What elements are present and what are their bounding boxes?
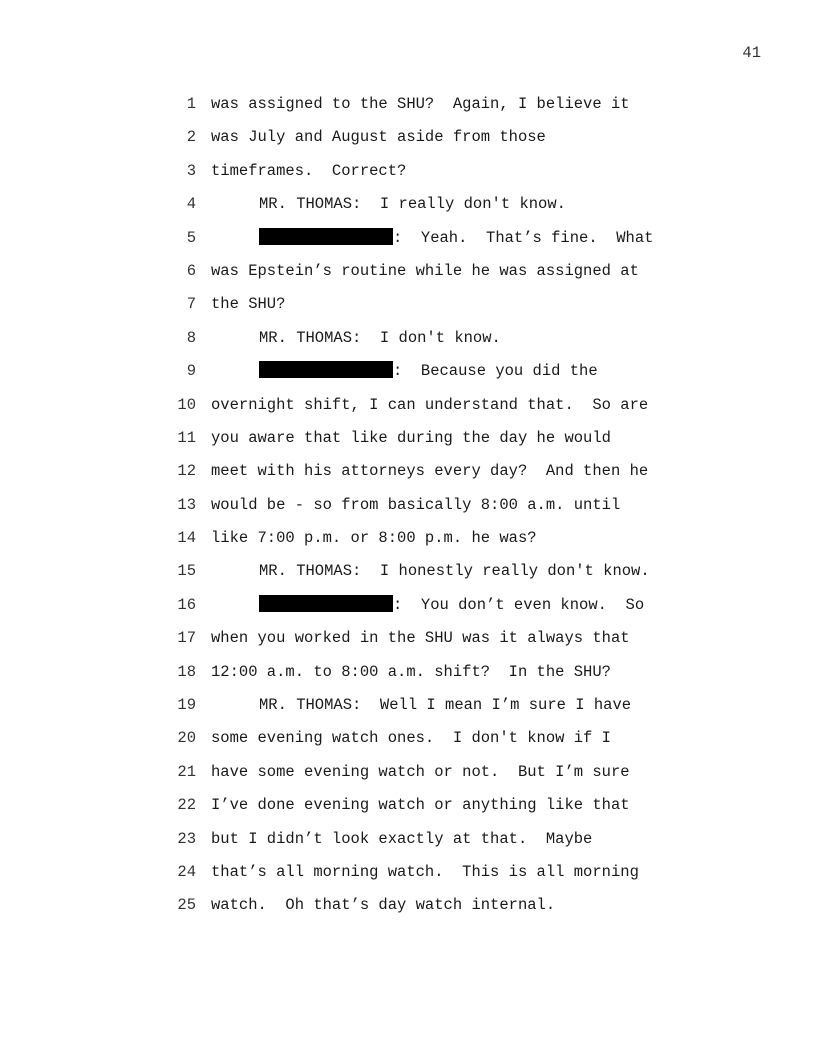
line-number: 17 [177,629,196,648]
line-number: 23 [177,829,196,848]
line-text-content: meet with his attorneys every day? And then he [211,462,649,481]
line-text [211,893,555,917]
line-text-content: you aware that like during the day he would [211,428,611,447]
line-number: 8 [186,328,196,347]
redaction-block [259,595,393,612]
transcript-line [0,593,816,626]
transcript-line [0,493,816,526]
page-number: 41 [742,44,761,62]
line-text [211,726,611,750]
line-number: 4 [186,195,196,214]
redacted-speaker-line [259,359,598,383]
line-text-content: have some evening watch or not. But I’m sure [211,762,630,781]
line-text-content: but I didn’t look exactly at that. Maybe [211,829,593,848]
line-number: 19 [177,696,196,715]
transcript-line [0,393,816,426]
transcript-line [0,693,816,726]
line-text-content: MR. THOMAS: I don't know. [259,328,501,347]
transcript-line [0,192,816,225]
redacted-speaker-line [259,226,653,250]
line-number: 21 [177,762,196,781]
transcript-line [0,660,816,693]
line-text [211,459,648,483]
transcript-line [0,626,816,659]
transcript-line [0,292,816,325]
line-number: 16 [177,595,196,614]
transcript-line [0,92,816,125]
transcript-line [0,226,816,259]
line-number: 7 [186,295,196,314]
line-number: 10 [177,395,196,414]
line-number: 13 [177,495,196,514]
line-text [211,860,639,884]
line-text [211,660,611,684]
line-text [259,693,631,717]
redaction-block [259,361,393,378]
line-number: 25 [177,896,196,915]
line-text [211,760,630,784]
transcript-line [0,559,816,592]
line-number: 2 [186,128,196,147]
line-text-content: that’s all morning watch. This is all morning [211,862,639,881]
line-text [211,125,546,149]
line-text [211,426,611,450]
transcript-line [0,760,816,793]
line-text-content: when you worked in the SHU was it always that [211,629,630,648]
line-text [211,493,620,517]
line-text-content: : Because you did the [393,362,598,381]
line-text-content: watch. Oh that’s day watch internal. [211,896,556,915]
transcript-line [0,359,816,392]
line-text-content: I’ve done evening watch or anything like that [211,796,630,815]
line-text-content: the SHU? [211,295,286,314]
redacted-speaker-line [259,593,644,617]
transcript-line [0,159,816,192]
line-number: 5 [186,228,196,247]
line-number: 11 [177,428,196,447]
redaction-block [259,228,393,245]
transcript-line [0,426,816,459]
line-text-content: like 7:00 p.m. or 8:00 p.m. he was? [211,529,537,548]
line-number: 22 [177,796,196,815]
line-text-content: was July and August aside from those [211,128,546,147]
line-text-content: MR. THOMAS: Well I mean I’m sure I have [259,696,632,715]
line-number: 6 [186,261,196,280]
transcript-line [0,526,816,559]
transcript-body [0,92,816,927]
transcript-line [0,827,816,860]
transcript-line [0,259,816,292]
line-text-content: some evening watch ones. I don't know if I [211,729,611,748]
transcript-line [0,326,816,359]
line-number: 15 [177,562,196,581]
line-text-content: MR. THOMAS: I really don't know. [259,195,566,214]
line-number: 3 [186,161,196,180]
line-number: 14 [177,529,196,548]
line-text-content: was Epstein’s routine while he was assigned at [211,261,639,280]
transcript-line [0,793,816,826]
line-text-content: : Yeah. That’s fine. What [393,228,654,247]
line-text-content: MR. THOMAS: I honestly really don't know. [259,562,650,581]
line-text [211,793,630,817]
line-text [211,292,285,316]
line-text [259,559,650,583]
line-text [211,827,592,851]
transcript-line [0,726,816,759]
line-text [211,159,406,183]
line-number: 9 [186,362,196,381]
line-number: 12 [177,462,196,481]
line-text-content: timeframes. Correct? [211,161,407,180]
transcript-line [0,459,816,492]
transcript-line [0,860,816,893]
line-text [211,92,630,116]
line-text [259,192,566,216]
line-number: 18 [177,662,196,681]
line-number: 20 [177,729,196,748]
transcript-line [0,893,816,926]
line-text-content: was assigned to the SHU? Again, I believe it [211,95,630,113]
line-text-content: 12:00 a.m. to 8:00 a.m. shift? In the SHU? [211,662,611,681]
line-text [259,326,501,350]
line-text-content: overnight shift, I can understand that. So are [211,395,649,414]
line-text [211,526,537,550]
transcript-line [0,125,816,158]
line-text [211,259,639,283]
line-number: 1 [186,95,196,113]
line-number: 24 [177,862,196,881]
line-text [211,626,630,650]
line-text [211,393,648,417]
line-text-content: would be - so from basically 8:00 a.m. until [211,495,621,514]
line-text-content: : You don’t even know. So [393,595,645,614]
